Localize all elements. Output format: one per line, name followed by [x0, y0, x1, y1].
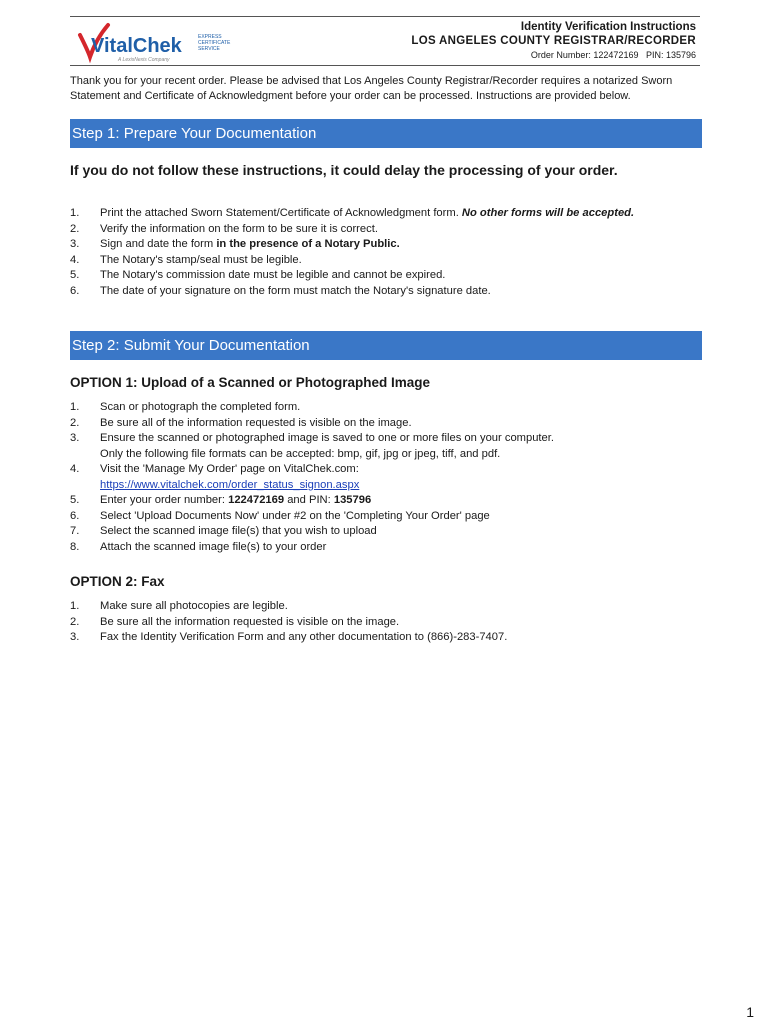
list-item: 2. Be sure all of the information requested is visible on the image.: [70, 416, 412, 429]
svg-text:A LexisNexis Company: A LexisNexis Company: [118, 57, 170, 63]
list-item: 5. The Notary's commission date must be legible and cannot be expired.: [70, 269, 446, 281]
list-item: 5. Enter your order number: 122472169 and PIN: 135796: [70, 494, 372, 506]
list-item: 8. Attach the scanned image file(s) to your order: [70, 540, 327, 553]
list-item: 6. Select 'Upload Documents Now' under #2 on the 'Completing Your Order' page: [70, 509, 490, 522]
svg-text:SERVICE: SERVICE: [198, 46, 220, 52]
intro-paragraph: Thank you for your recent order. Please be advised that Los Angeles County Registrar/Recorder requires a notarized Sworn Statement and Certificate of Acknowledgment before your order can be processed. Instructions are provided below.: [70, 75, 673, 102]
list-item: 4. The Notary's stamp/seal must be legible.: [70, 253, 302, 266]
page-number: 1: [746, 1004, 754, 1020]
option2-list: [70, 599, 680, 646]
option1-heading: OPTION 1: Upload of a Scanned or Photographed Image: [70, 375, 431, 390]
option1-list: [70, 400, 680, 555]
pin-number: 135796: [333, 494, 372, 506]
step1-heading: Step 1: Prepare Your Documentation: [70, 119, 702, 148]
step1-list: [70, 206, 680, 299]
svg-text:CERTIFICATE: CERTIFICATE: [198, 40, 231, 46]
svg-text:EXPRESS: EXPRESS: [198, 34, 222, 40]
order-status-link[interactable]: https://www.vitalchek.com/order_status_signon.aspx: [100, 478, 360, 491]
order-number-line: Order Number: 122472169 PIN: 135796: [530, 50, 696, 60]
order-number: 122472169: [228, 494, 285, 506]
warning-text: If you do not follow these instructions, it could delay the processing of your order.: [70, 162, 618, 178]
list-item: 3. Ensure the scanned or photographed image is saved to one or more files on your computer. Only the following file formats can be accepted: bmp, gif, jpg or jpeg, tiff, and pdf.: [70, 432, 554, 460]
header-info: [411, 20, 696, 62]
list-item: 4. Visit the 'Manage My Order' page on VitalChek.com: https://www.vitalchek.com/order_status_signon.aspx: [70, 463, 360, 491]
list-item: 2. Verify the information on the form to be sure it is correct.: [70, 222, 378, 235]
step2-heading: Step 2: Submit Your Documentation: [70, 331, 702, 360]
list-item: 1. Make sure all photocopies are legible.: [70, 600, 288, 612]
list-item: 2. Be sure all the information requested is visible on the image.: [70, 615, 400, 628]
list-item: 1. Scan or photograph the completed form.: [70, 401, 301, 413]
document-title: Identity Verification Instructions: [520, 21, 696, 33]
document-header: [70, 16, 700, 66]
logo-wordmark: VitalChek: [91, 35, 182, 57]
list-item: 1. Print the attached Sworn Statement/Certificate of Acknowledgment form. No other forms will be accepted.: [70, 207, 635, 219]
option2-heading: OPTION 2: Fax: [70, 574, 165, 589]
list-item: 7. Select the scanned image file(s) that you wish to upload: [70, 525, 377, 537]
list-item: 3. Fax the Identity Verification Form and any other documentation to (866)-283-7407.: [70, 631, 508, 643]
list-item: 6. The date of your signature on the form must match the Notary's signature date.: [70, 284, 491, 297]
agency-name: LOS ANGELES COUNTY REGISTRAR/RECORDER: [411, 35, 696, 47]
list-item: 3. Sign and date the form in the presence of a Notary Public.: [70, 238, 400, 250]
vitalchek-logo: [74, 21, 234, 65]
